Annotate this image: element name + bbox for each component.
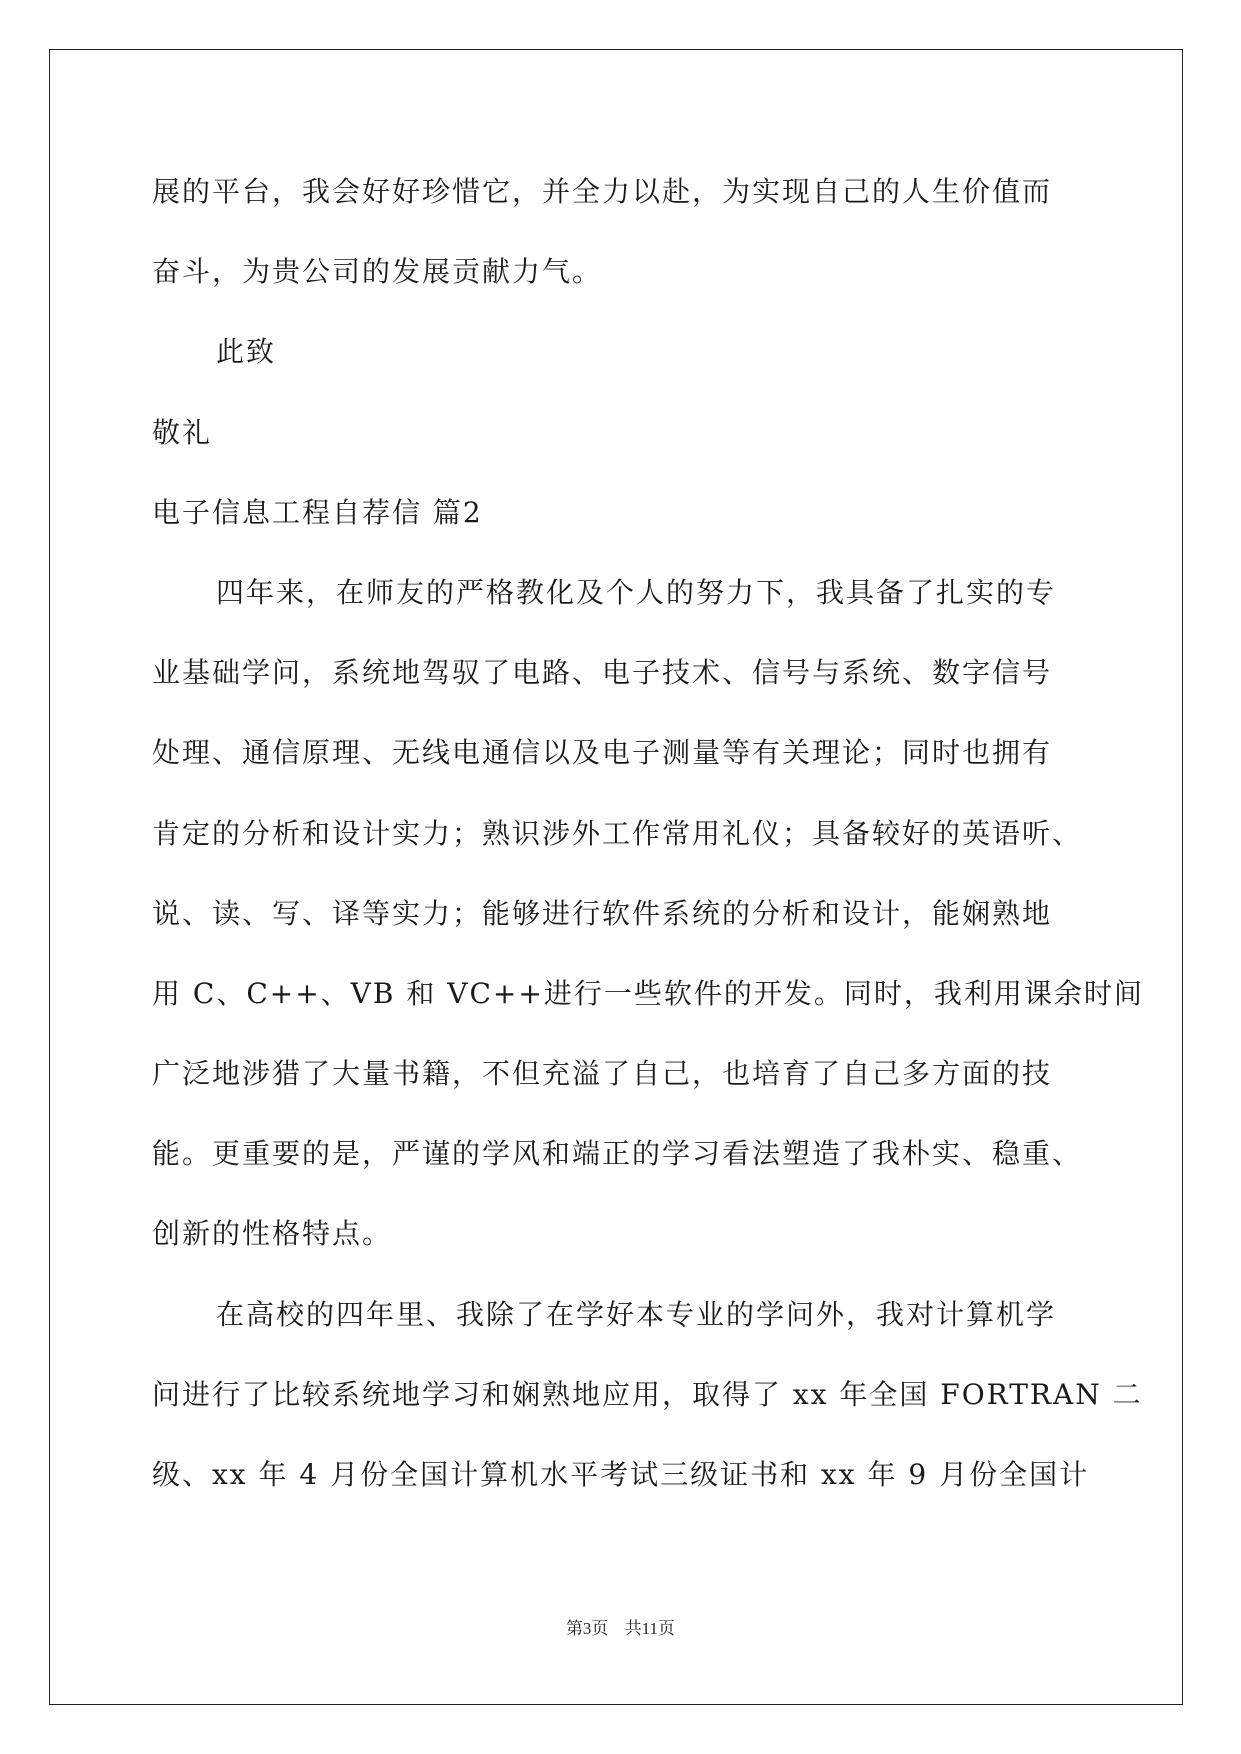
text-line: 肯定的分析和设计实力；熟识涉外工作常用礼仪；具备较好的英语听、 (152, 816, 1083, 850)
text-line: 业基础学问，系统地驾驭了电路、电子技术、信号与系统、数字信号 (152, 656, 1053, 690)
document-body (152, 166, 1144, 1529)
text-line: 电子信息工程自荐信 篇2 (152, 495, 483, 529)
page-number: 第3页 (565, 1619, 609, 1638)
text-line: 处理、通信原理、无线电通信以及电子测量等有关理论；同时也拥有 (152, 736, 1053, 770)
text-line: 用 C、C++、VB 和 VC++进行一些软件的开发。同时，我利用课余时间 (152, 976, 1144, 1010)
text-line: 广泛地涉猎了大量书籍，不但充溢了自己，也培育了自己多方面的技 (152, 1057, 1053, 1091)
text-line: 展的平台，我会好好珍惜它，并全力以赴，为实现自己的人生价值而 (152, 175, 1053, 208)
text-line: 奋斗，为贵公司的发展贡献力气。 (152, 255, 603, 289)
text-line: 问进行了比较系统地学习和娴熟地应用，取得了 xx 年全国 FORTRAN 二 (152, 1377, 1143, 1411)
text-line: 在高校的四年里、我除了在学好本专业的学问外，我对计算机学 (216, 1297, 1057, 1331)
text-line: 级、xx 年 4 月份全国计算机水平考试三级证书和 xx 年 9 月份全国计 (152, 1458, 1090, 1491)
page-footer (0, 1614, 1241, 1639)
page-total: 共11页 (624, 1619, 676, 1638)
text-line: 四年来，在师友的严格教化及个人的努力下，我具备了扎实的专 (216, 575, 1057, 609)
text-line: 此致 (216, 335, 277, 369)
text-line: 能。更重要的是，严谨的学风和端正的学习看法塑造了我朴实、稳重、 (152, 1137, 1083, 1171)
text-line: 敬礼 (152, 415, 213, 449)
text-line: 创新的性格特点。 (152, 1217, 393, 1251)
text-line: 说、读、写、译等实力；能够进行软件系统的分析和设计，能娴熟地 (152, 896, 1053, 930)
